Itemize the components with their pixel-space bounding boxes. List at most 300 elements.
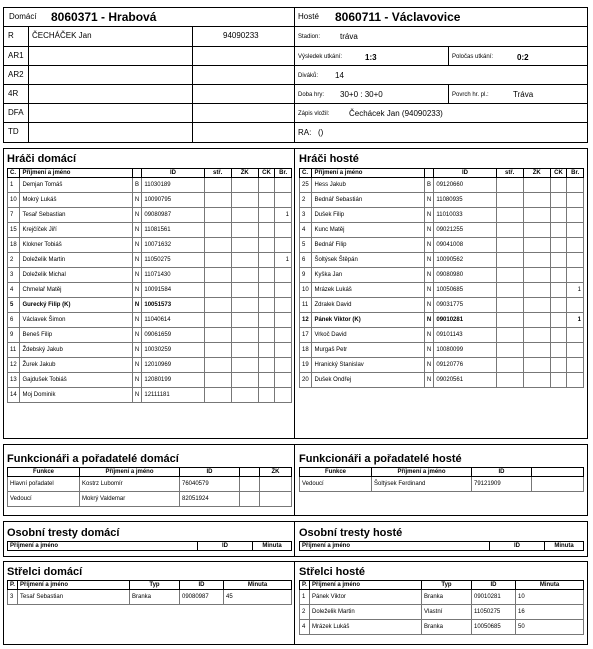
stadion-value: tráva <box>340 32 358 41</box>
player-str <box>204 283 231 298</box>
player-ck <box>258 343 275 358</box>
player-name: Gurecký Filip (K) <box>20 298 132 313</box>
func-header-row <box>8 468 292 477</box>
player-ck <box>550 268 567 283</box>
scorer-header-p: P. <box>300 581 310 590</box>
player-position: N <box>132 298 142 313</box>
func-role: Vedoucí <box>300 477 372 492</box>
player-row <box>300 298 584 313</box>
func-id: 76040579 <box>180 477 240 492</box>
scorer-min: 10 <box>516 590 584 605</box>
player-name: Pánek Viktor (K) <box>312 313 424 328</box>
player-number: 10 <box>8 193 20 208</box>
scorer-name: Tesař Sebastian <box>18 590 130 605</box>
player-name: Chmelař Matěj <box>20 283 132 298</box>
player-id: 11030189 <box>142 178 204 193</box>
player-br <box>275 193 292 208</box>
official-name: ČECHÁČEK Jan <box>32 31 92 40</box>
player-id: 11080935 <box>434 193 496 208</box>
duration-label: Doba hry: <box>298 92 325 98</box>
player-position: N <box>424 358 434 373</box>
player-id: 09031775 <box>434 298 496 313</box>
recorder-label: Zápis vložil: <box>298 111 330 117</box>
player-name: Hess Jakub <box>312 178 424 193</box>
player-name: Zdralek David <box>312 298 424 313</box>
player-str <box>496 373 523 388</box>
func-role: Hlavní pořadatel <box>8 477 80 492</box>
player-br <box>567 373 584 388</box>
player-position: N <box>132 373 142 388</box>
player-position: N <box>132 193 142 208</box>
player-row <box>300 178 584 193</box>
player-number: 15 <box>8 223 20 238</box>
away-func-table <box>299 467 584 492</box>
func-header-zk: ŽK <box>260 468 292 477</box>
officials-section <box>3 444 588 516</box>
player-id: 09061659 <box>142 328 204 343</box>
player-header-c: Č. <box>300 169 312 178</box>
player-number: 13 <box>8 373 20 388</box>
player-position: N <box>132 358 142 373</box>
func-role: Vedoucí <box>8 492 80 507</box>
players-section <box>3 148 588 439</box>
player-ck <box>550 223 567 238</box>
player-number: 4 <box>8 283 20 298</box>
player-zk <box>231 343 258 358</box>
scorer-header-typ: Typ <box>130 581 180 590</box>
func-id: 79121909 <box>472 477 532 492</box>
player-number: 11 <box>8 343 20 358</box>
player-str <box>496 223 523 238</box>
player-number: 9 <box>300 268 312 283</box>
func-header-blank <box>532 468 584 477</box>
scorer-header-row <box>8 581 292 590</box>
player-number: 2 <box>300 193 312 208</box>
pen-name-header: Příjmení a jméno <box>300 542 490 551</box>
player-br <box>275 238 292 253</box>
player-name: Doleželik Martin <box>20 253 132 268</box>
player-name: Ždebský Jakub <box>20 343 132 358</box>
scorer-p: 4 <box>300 620 310 635</box>
player-str <box>204 328 231 343</box>
scorer-row <box>300 620 584 635</box>
player-number: 5 <box>300 238 312 253</box>
player-zk <box>231 313 258 328</box>
player-zk <box>231 283 258 298</box>
player-header-ck: ČK <box>258 169 275 178</box>
player-zk <box>231 298 258 313</box>
player-row <box>8 178 292 193</box>
player-header-pos <box>132 169 142 178</box>
player-br <box>275 283 292 298</box>
player-zk <box>231 373 258 388</box>
scorer-id: 10050685 <box>472 620 516 635</box>
spectators-label: Diváků: <box>298 73 319 79</box>
player-name: Bednář Filip <box>312 238 424 253</box>
player-position: N <box>132 223 142 238</box>
player-row <box>8 298 292 313</box>
official-role: DFA <box>8 108 24 117</box>
player-row <box>300 208 584 223</box>
player-header-zk: ŽK <box>231 169 258 178</box>
home-players-table <box>7 168 292 403</box>
player-number: 25 <box>300 178 312 193</box>
player-zk <box>523 223 550 238</box>
scorer-name: Mrázek Lukáš <box>310 620 422 635</box>
player-zk <box>231 178 258 193</box>
player-ck <box>258 358 275 373</box>
scorer-typ: Vlastní <box>422 605 472 620</box>
away-players-title: Hráči hosté <box>299 153 359 165</box>
player-str <box>204 223 231 238</box>
player-str <box>496 313 523 328</box>
player-position: N <box>424 268 434 283</box>
player-br <box>567 208 584 223</box>
player-br <box>275 268 292 283</box>
player-id: 09120776 <box>434 358 496 373</box>
pen-id-header: ID <box>490 542 545 551</box>
pen-name-header: Příjmení a jméno <box>8 542 198 551</box>
player-row <box>8 328 292 343</box>
func-header-name: Příjmení a jméno <box>372 468 472 477</box>
player-br <box>275 313 292 328</box>
player-row <box>8 208 292 223</box>
player-str <box>204 343 231 358</box>
player-number: 4 <box>300 223 312 238</box>
player-name: Demjan Tomáš <box>20 178 132 193</box>
scorer-header-min: Minuta <box>224 581 292 590</box>
player-zk <box>231 358 258 373</box>
player-header-str: stř. <box>204 169 231 178</box>
player-ck <box>258 253 275 268</box>
scorer-header-min: Minuta <box>516 581 584 590</box>
player-br <box>567 343 584 358</box>
player-row <box>300 343 584 358</box>
player-str <box>496 343 523 358</box>
player-id: 10030259 <box>142 343 204 358</box>
pen-id-header: ID <box>198 542 253 551</box>
player-ck <box>258 208 275 223</box>
player-row <box>8 223 292 238</box>
player-ck <box>550 238 567 253</box>
player-br <box>275 358 292 373</box>
player-position: N <box>132 388 142 403</box>
player-zk <box>523 238 550 253</box>
player-position: N <box>424 208 434 223</box>
player-position: N <box>132 343 142 358</box>
player-zk <box>523 178 550 193</box>
player-name: Dušek Ondřej <box>312 373 424 388</box>
player-zk <box>231 238 258 253</box>
player-br <box>567 178 584 193</box>
func-header-funkce: Funkce <box>300 468 372 477</box>
player-br <box>275 328 292 343</box>
scorer-min: 16 <box>516 605 584 620</box>
penalties-section <box>3 521 588 557</box>
player-id: 09020561 <box>434 373 496 388</box>
player-br <box>275 388 292 403</box>
player-header-name: Příjmení a jméno <box>312 169 424 178</box>
func-name: Kostrz Lubomír <box>80 477 180 492</box>
scorer-name: Doleželik Martin <box>310 605 422 620</box>
player-number: 6 <box>8 313 20 328</box>
player-zk <box>231 268 258 283</box>
player-position: N <box>424 193 434 208</box>
player-number: 6 <box>300 253 312 268</box>
official-role: AR1 <box>8 51 24 60</box>
away-scorers-table <box>299 580 584 635</box>
func-row <box>8 492 292 507</box>
player-id: 09080980 <box>434 268 496 283</box>
player-id: 09010281 <box>434 313 496 328</box>
away-players-table <box>299 168 584 388</box>
player-zk <box>523 373 550 388</box>
player-name: Klokner Tobiáš <box>20 238 132 253</box>
scorer-typ: Branka <box>422 590 472 605</box>
player-name: Šoltýsek Štěpán <box>312 253 424 268</box>
player-row <box>300 223 584 238</box>
player-zk <box>231 253 258 268</box>
player-header-br: Br. <box>275 169 292 178</box>
player-ck <box>258 298 275 313</box>
player-br: 1 <box>567 283 584 298</box>
ra-label: RA: <box>298 128 312 137</box>
ra-value: () <box>318 128 324 137</box>
scorer-header-id: ID <box>472 581 516 590</box>
player-position: N <box>132 253 142 268</box>
player-header-name: Příjmení a jméno <box>20 169 132 178</box>
player-row <box>8 238 292 253</box>
player-ck <box>258 283 275 298</box>
scorer-p: 1 <box>300 590 310 605</box>
func-name: Mokrý Valdemar <box>80 492 180 507</box>
home-label: Domácí <box>9 12 37 21</box>
player-position: N <box>424 313 434 328</box>
scorer-p: 2 <box>300 605 310 620</box>
player-name: Žurek Jakub <box>20 358 132 373</box>
player-number: 17 <box>300 328 312 343</box>
player-ck <box>550 283 567 298</box>
player-ck <box>258 328 275 343</box>
player-zk <box>231 388 258 403</box>
func-blank <box>532 477 584 492</box>
official-role: AR2 <box>8 70 24 79</box>
duration-value: 30+0 : 30+0 <box>340 90 383 99</box>
player-header-br: Br. <box>567 169 584 178</box>
player-name: Doleželik Michal <box>20 268 132 283</box>
scorer-header-row <box>300 581 584 590</box>
player-header-pos <box>424 169 434 178</box>
player-row <box>8 373 292 388</box>
recorder-value: Čechácek Jan (94090233) <box>349 109 443 118</box>
scorer-id: 09080987 <box>180 590 224 605</box>
func-header-id: ID <box>180 468 240 477</box>
player-id: 11081561 <box>142 223 204 238</box>
home-func-title: Funkcionáři a pořadatelé domácí <box>7 453 179 465</box>
player-br <box>567 253 584 268</box>
scorer-typ: Branka <box>130 590 180 605</box>
pen-min-header: Minuta <box>253 542 292 551</box>
player-position: N <box>132 208 142 223</box>
away-scorers-title: Střelci hosté <box>299 566 366 578</box>
player-position: N <box>132 238 142 253</box>
spectators-value: 14 <box>335 71 344 80</box>
player-id: 11040614 <box>142 313 204 328</box>
player-name: Hranický Stanislav <box>312 358 424 373</box>
player-row <box>8 388 292 403</box>
pen-min-header: Minuta <box>545 542 584 551</box>
player-id: 11050275 <box>142 253 204 268</box>
player-position: N <box>424 373 434 388</box>
player-name: Tesař Sebastian <box>20 208 132 223</box>
player-id: 09041008 <box>434 238 496 253</box>
player-name: Vrkoč David <box>312 328 424 343</box>
func-header-blank <box>240 468 260 477</box>
player-br: 1 <box>275 253 292 268</box>
scorer-min: 45 <box>224 590 292 605</box>
scorer-row <box>300 590 584 605</box>
player-position: N <box>424 343 434 358</box>
player-row <box>8 358 292 373</box>
player-ck <box>258 178 275 193</box>
player-str <box>496 283 523 298</box>
player-str <box>204 178 231 193</box>
player-number: 14 <box>8 388 20 403</box>
player-id: 09021255 <box>434 223 496 238</box>
away-pen-table <box>299 541 584 551</box>
player-position: N <box>424 283 434 298</box>
halftime-value: 0:2 <box>517 53 529 62</box>
player-br <box>275 223 292 238</box>
func-name: Šoltýsek Ferdinand <box>372 477 472 492</box>
player-id: 12080199 <box>142 373 204 388</box>
player-ck <box>550 328 567 343</box>
player-number: 10 <box>300 283 312 298</box>
home-team: 8060371 - Hrabová <box>51 10 157 24</box>
player-ck <box>258 388 275 403</box>
player-ck <box>550 178 567 193</box>
player-id: 09080987 <box>142 208 204 223</box>
func-header-id: ID <box>472 468 532 477</box>
player-row <box>300 268 584 283</box>
scorers-section <box>3 561 588 645</box>
player-number: 11 <box>300 298 312 313</box>
player-str <box>496 268 523 283</box>
away-pen-title: Osobní tresty hosté <box>299 527 403 539</box>
player-zk <box>523 298 550 313</box>
func-blank <box>240 477 260 492</box>
player-zk <box>523 358 550 373</box>
func-zk <box>260 492 292 507</box>
player-number: 20 <box>300 373 312 388</box>
player-br <box>567 268 584 283</box>
scorer-row <box>300 605 584 620</box>
player-name: Dušek Filip <box>312 208 424 223</box>
player-str <box>204 253 231 268</box>
scorer-row <box>8 590 292 605</box>
player-row <box>300 253 584 268</box>
player-zk <box>231 208 258 223</box>
away-label: Hosté <box>298 12 319 21</box>
official-role: 4R <box>8 89 19 98</box>
player-zk <box>231 193 258 208</box>
away-func-title: Funkcionáři a pořadatelé hosté <box>299 453 462 465</box>
player-ck <box>258 313 275 328</box>
player-id: 10051573 <box>142 298 204 313</box>
scorer-p: 3 <box>8 590 18 605</box>
player-number: 9 <box>8 328 20 343</box>
player-row <box>8 193 292 208</box>
player-position: N <box>132 328 142 343</box>
player-id: 09101143 <box>434 328 496 343</box>
player-zk <box>523 193 550 208</box>
player-position: N <box>424 253 434 268</box>
player-br <box>567 238 584 253</box>
func-blank <box>240 492 260 507</box>
player-str <box>204 388 231 403</box>
player-zk <box>523 208 550 223</box>
scorer-header-p: P. <box>8 581 18 590</box>
player-ck <box>550 373 567 388</box>
player-position: B <box>424 178 434 193</box>
player-id: 11071430 <box>142 268 204 283</box>
player-header-c: Č. <box>8 169 20 178</box>
player-number: 18 <box>8 238 20 253</box>
func-row <box>300 477 584 492</box>
player-br <box>275 373 292 388</box>
player-br <box>275 343 292 358</box>
player-position: N <box>132 283 142 298</box>
player-number: 7 <box>8 208 20 223</box>
player-position: N <box>132 268 142 283</box>
player-number: 3 <box>8 268 20 283</box>
player-str <box>204 208 231 223</box>
player-str <box>204 268 231 283</box>
player-ck <box>550 208 567 223</box>
player-number: 5 <box>8 298 20 313</box>
header-block <box>3 7 588 143</box>
player-name: Kyška Jan <box>312 268 424 283</box>
player-name: Kunc Matěj <box>312 223 424 238</box>
player-number: 12 <box>300 313 312 328</box>
func-header-row <box>300 468 584 477</box>
player-zk <box>523 283 550 298</box>
player-header-id: ID <box>434 169 496 178</box>
player-ck <box>258 373 275 388</box>
player-header-id: ID <box>142 169 204 178</box>
player-id: 10071632 <box>142 238 204 253</box>
player-row <box>300 313 584 328</box>
scorer-header-typ: Typ <box>422 581 472 590</box>
player-name: Beneš Filip <box>20 328 132 343</box>
player-str <box>204 358 231 373</box>
player-row <box>8 343 292 358</box>
player-name: Krejčíček Jiří <box>20 223 132 238</box>
home-scorers-table <box>7 580 292 605</box>
player-ck <box>550 193 567 208</box>
player-id: 10091584 <box>142 283 204 298</box>
player-number: 1 <box>8 178 20 193</box>
player-ck <box>258 238 275 253</box>
player-zk <box>231 328 258 343</box>
home-pen-table <box>7 541 292 551</box>
player-br <box>567 328 584 343</box>
player-br <box>567 298 584 313</box>
home-func-table <box>7 467 292 507</box>
player-header-str: stř. <box>496 169 523 178</box>
player-position: N <box>132 313 142 328</box>
player-str <box>204 373 231 388</box>
